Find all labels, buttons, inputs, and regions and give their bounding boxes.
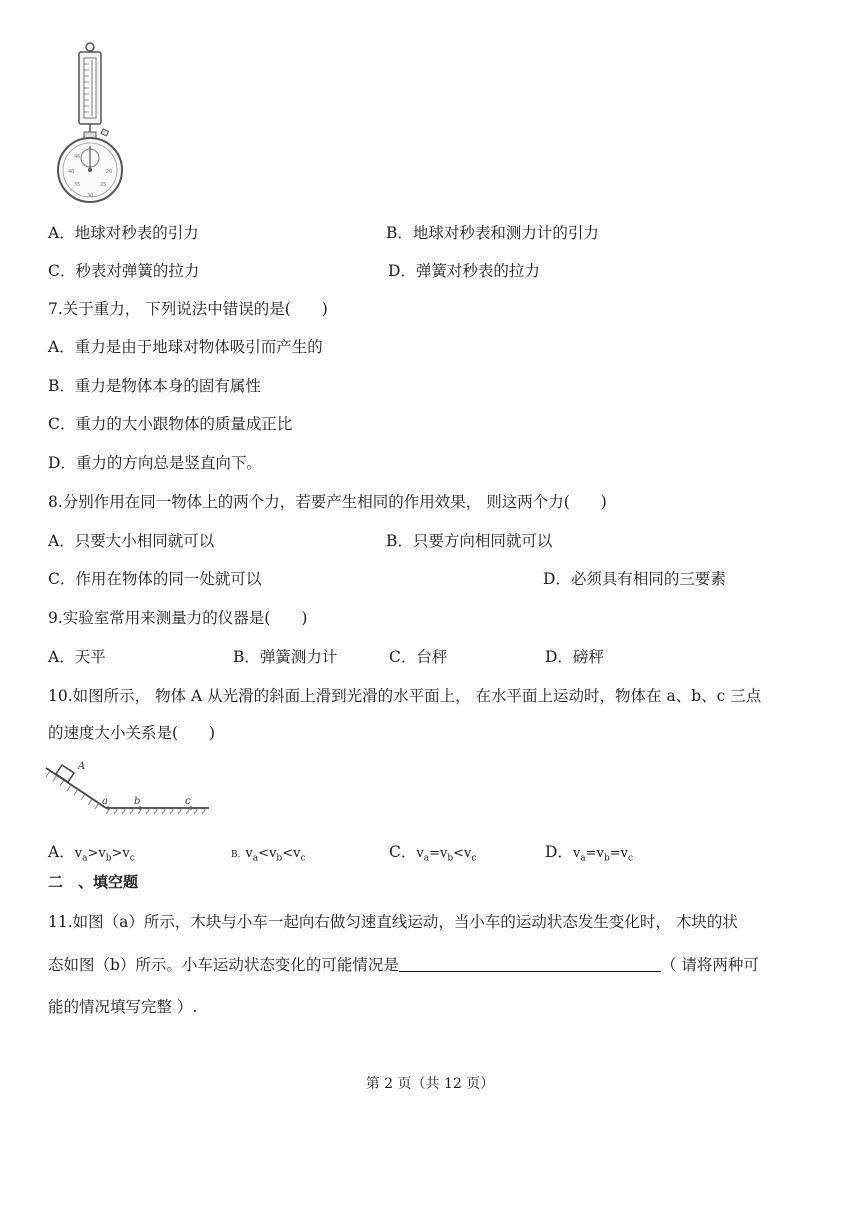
section-fill-in-heading: 二 、填空题 xyxy=(48,873,139,891)
q8-option-d: D．必须具有相同的三要素 xyxy=(543,570,726,588)
q6-option-c: C．秒表对弹簧的拉力 xyxy=(48,262,200,280)
q9-option-c: C．台秤 xyxy=(389,648,448,666)
q7-option-c: C．重力的大小跟物体的质量成正比 xyxy=(48,415,293,433)
q11-line3: 能的情况填写完整 ）. xyxy=(48,998,198,1016)
q6-option-d: D．弹簧对秒表的拉力 xyxy=(388,262,540,280)
q10-option-a: A．$v_a>v_b>v_c$ xyxy=(48,843,135,864)
q8-option-b: B．只要方向相同就可以 xyxy=(386,532,553,550)
block-a xyxy=(56,765,74,782)
q8-stem: 8.分别作用在同一物体上的两个力，若要产生相同的作用效果， 则这两个力( ) xyxy=(48,493,607,511)
svg-text:35: 35 xyxy=(74,182,81,188)
label-b: b xyxy=(134,796,141,807)
spring-scale-stopwatch-figure xyxy=(44,40,134,205)
q8-option-c: C．作用在物体的同一处就可以 xyxy=(48,570,262,588)
q11-line1: 11.如图（a）所示，木块与小车一起向右做匀速直线运动，当小车的运动状态发生变化时， 木块的状 xyxy=(48,913,738,931)
svg-text:25: 25 xyxy=(100,182,107,188)
q8-option-a: A．只要大小相同就可以 xyxy=(48,532,215,550)
q9-option-b: B．弹簧测力计 xyxy=(233,648,338,666)
q6-option-a: A．地球对秒表的引力 xyxy=(48,224,199,242)
q9-option-a: A．天平 xyxy=(48,648,106,666)
q9-stem: 9.实验室常用来测量力的仪器是( ) xyxy=(48,609,308,627)
q7-option-d: D．重力的方向总是竖直向下。 xyxy=(48,454,262,472)
q10-option-c: C．$v_a=v_b<v_c$ xyxy=(389,843,477,864)
page-footer: 第 2 页（共 12 页） xyxy=(365,1076,495,1092)
q7-option-a: A．重力是由于地球对物体吸引而产生的 xyxy=(48,338,323,356)
q10-stem-line2: 的速度大小关系是( ) xyxy=(48,724,216,742)
svg-text:20: 20 xyxy=(106,169,113,175)
q10-option-b: B. $v_a<v_b<v_c$ xyxy=(231,846,306,864)
q10-option-d: D．$v_a=v_b=v_c$ xyxy=(545,843,634,864)
q6-option-b: B．地球对秒表和测力计的引力 xyxy=(386,224,599,242)
q7-stem: 7.关于重力， 下列说法中错误的是( ) xyxy=(48,300,328,318)
q10-stem-line1: 10.如图所示， 物体 A 从光滑的斜面上滑到光滑的水平面上， 在水平面上运动时，物体在 a、b、c 三点 xyxy=(48,687,762,705)
label-c: c xyxy=(185,796,191,807)
incline-surface xyxy=(46,768,106,808)
q7-option-b: B．重力是物体本身的固有属性 xyxy=(48,377,261,395)
svg-text:30: 30 xyxy=(87,193,94,199)
svg-text:40: 40 xyxy=(68,169,75,175)
label-A: A xyxy=(78,761,86,772)
q11-answer-blank[interactable] xyxy=(399,955,661,972)
svg-text:45: 45 xyxy=(74,154,81,160)
label-a: a xyxy=(102,796,108,807)
q11-line2: 态如图（b）所示。小车运动状态变化的可能情况是 （ 请将两种可 xyxy=(48,956,759,974)
q9-option-d: D．磅秤 xyxy=(545,648,604,666)
incline-plane-figure xyxy=(44,758,214,818)
